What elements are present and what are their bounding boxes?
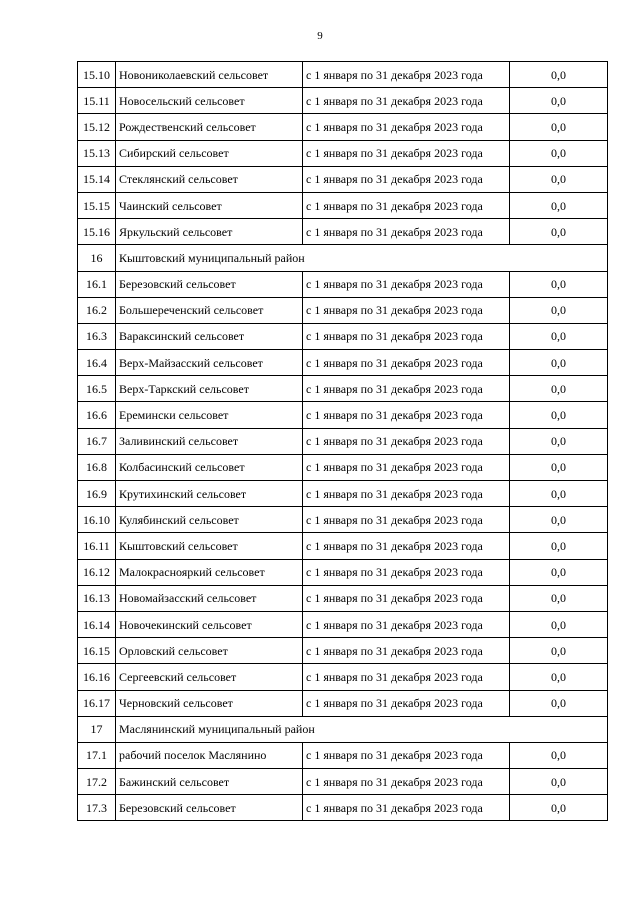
period-cell: с 1 января по 31 декабря 2023 года xyxy=(303,559,510,585)
table-row xyxy=(78,402,608,428)
value-cell: 0,0 xyxy=(510,585,608,611)
row-number: 16.10 xyxy=(78,507,116,533)
value-cell: 0,0 xyxy=(510,271,608,297)
value-cell: 0,0 xyxy=(510,454,608,480)
row-number: 16.4 xyxy=(78,350,116,376)
table-row xyxy=(78,219,608,245)
value-cell: 0,0 xyxy=(510,192,608,218)
value-cell: 0,0 xyxy=(510,769,608,795)
table-row xyxy=(78,192,608,218)
table-row xyxy=(78,585,608,611)
period-cell: с 1 января по 31 декабря 2023 года xyxy=(303,795,510,821)
value-cell: 0,0 xyxy=(510,297,608,323)
period-cell: с 1 января по 31 декабря 2023 года xyxy=(303,88,510,114)
table-row xyxy=(78,140,608,166)
table-row xyxy=(78,611,608,637)
table-row xyxy=(78,690,608,716)
table-row xyxy=(78,533,608,559)
settlement-name: Большереченский сельсовет xyxy=(116,297,303,323)
period-cell: с 1 января по 31 декабря 2023 года xyxy=(303,769,510,795)
row-number: 16.6 xyxy=(78,402,116,428)
period-cell: с 1 января по 31 декабря 2023 года xyxy=(303,533,510,559)
period-cell: с 1 января по 31 декабря 2023 года xyxy=(303,114,510,140)
settlement-name: Сибирский сельсовет xyxy=(116,140,303,166)
row-number: 16.15 xyxy=(78,638,116,664)
value-cell: 0,0 xyxy=(510,402,608,428)
period-cell: с 1 января по 31 декабря 2023 года xyxy=(303,481,510,507)
row-number: 16.1 xyxy=(78,271,116,297)
row-number: 16.7 xyxy=(78,428,116,454)
settlement-name: Верх-Таркский сельсовет xyxy=(116,376,303,402)
value-cell: 0,0 xyxy=(510,140,608,166)
value-cell: 0,0 xyxy=(510,611,608,637)
row-number: 15.11 xyxy=(78,88,116,114)
settlement-name: Еремински сельсовет xyxy=(116,402,303,428)
table-row xyxy=(78,795,608,821)
table-row xyxy=(78,507,608,533)
table-row xyxy=(78,481,608,507)
period-cell: с 1 января по 31 декабря 2023 года xyxy=(303,271,510,297)
period-cell: с 1 января по 31 декабря 2023 года xyxy=(303,507,510,533)
value-cell: 0,0 xyxy=(510,690,608,716)
value-cell: 0,0 xyxy=(510,533,608,559)
table-row xyxy=(78,638,608,664)
period-cell: с 1 января по 31 декабря 2023 года xyxy=(303,62,510,88)
settlement-name: Кыштовский сельсовет xyxy=(116,533,303,559)
period-cell: с 1 января по 31 декабря 2023 года xyxy=(303,192,510,218)
value-cell: 0,0 xyxy=(510,742,608,768)
period-cell: с 1 января по 31 декабря 2023 года xyxy=(303,323,510,349)
row-number: 16.9 xyxy=(78,481,116,507)
value-cell: 0,0 xyxy=(510,376,608,402)
settlement-name: Яркульский сельсовет xyxy=(116,219,303,245)
settlement-name: Сергеевский сельсовет xyxy=(116,664,303,690)
period-cell: с 1 января по 31 декабря 2023 года xyxy=(303,690,510,716)
row-number: 17.3 xyxy=(78,795,116,821)
row-number: 17 xyxy=(78,716,116,742)
period-cell: с 1 января по 31 декабря 2023 года xyxy=(303,611,510,637)
value-cell: 0,0 xyxy=(510,428,608,454)
period-cell: с 1 января по 31 декабря 2023 года xyxy=(303,140,510,166)
section-row xyxy=(78,716,608,742)
settlement-name: Березовский сельсовет xyxy=(116,795,303,821)
settlement-name: Рождественский сельсовет xyxy=(116,114,303,140)
settlement-name: Черновский сельсовет xyxy=(116,690,303,716)
settlement-name: Колбасинский сельсовет xyxy=(116,454,303,480)
table-row xyxy=(78,114,608,140)
value-cell: 0,0 xyxy=(510,88,608,114)
settlement-name: рабочий поселок Маслянино xyxy=(116,742,303,768)
value-cell: 0,0 xyxy=(510,350,608,376)
period-cell: с 1 января по 31 декабря 2023 года xyxy=(303,664,510,690)
value-cell: 0,0 xyxy=(510,481,608,507)
table-row xyxy=(78,664,608,690)
settlement-name: Орловский сельсовет xyxy=(116,638,303,664)
row-number: 16.11 xyxy=(78,533,116,559)
row-number: 15.10 xyxy=(78,62,116,88)
page-number: 9 xyxy=(317,30,323,42)
period-cell: с 1 января по 31 декабря 2023 года xyxy=(303,402,510,428)
settlement-name: Березовский сельсовет xyxy=(116,271,303,297)
settlement-name: Малокраснояркий сельсовет xyxy=(116,559,303,585)
value-cell: 0,0 xyxy=(510,114,608,140)
table-row xyxy=(78,559,608,585)
period-cell: с 1 января по 31 декабря 2023 года xyxy=(303,428,510,454)
period-cell: с 1 января по 31 декабря 2023 года xyxy=(303,454,510,480)
settlement-name: Бажинский сельсовет xyxy=(116,769,303,795)
period-cell: с 1 января по 31 декабря 2023 года xyxy=(303,166,510,192)
settlement-name: Крутихинский сельсовет xyxy=(116,481,303,507)
row-number: 16.12 xyxy=(78,559,116,585)
period-cell: с 1 января по 31 декабря 2023 года xyxy=(303,219,510,245)
period-cell: с 1 января по 31 декабря 2023 года xyxy=(303,376,510,402)
budget-table xyxy=(77,61,608,821)
settlement-name: Новониколаевский сельсовет xyxy=(116,62,303,88)
value-cell: 0,0 xyxy=(510,323,608,349)
table-row xyxy=(78,376,608,402)
settlement-name: Новосельский сельсовет xyxy=(116,88,303,114)
period-cell: с 1 января по 31 декабря 2023 года xyxy=(303,297,510,323)
row-number: 16.2 xyxy=(78,297,116,323)
table-row xyxy=(78,88,608,114)
settlement-name: Заливинский сельсовет xyxy=(116,428,303,454)
row-number: 16.5 xyxy=(78,376,116,402)
settlement-name: Стеклянский сельсовет xyxy=(116,166,303,192)
value-cell: 0,0 xyxy=(510,664,608,690)
value-cell: 0,0 xyxy=(510,62,608,88)
table-row xyxy=(78,271,608,297)
period-cell: с 1 января по 31 декабря 2023 года xyxy=(303,350,510,376)
table-row xyxy=(78,742,608,768)
row-number: 16.14 xyxy=(78,611,116,637)
row-number: 16.8 xyxy=(78,454,116,480)
period-cell: с 1 января по 31 декабря 2023 года xyxy=(303,638,510,664)
settlement-name: Кулябинский сельсовет xyxy=(116,507,303,533)
district-name: Маслянинский муниципальный район xyxy=(116,716,608,742)
value-cell: 0,0 xyxy=(510,507,608,533)
table-row xyxy=(78,454,608,480)
row-number: 16.13 xyxy=(78,585,116,611)
period-cell: с 1 января по 31 декабря 2023 года xyxy=(303,742,510,768)
period-cell: с 1 января по 31 декабря 2023 года xyxy=(303,585,510,611)
table-row xyxy=(78,297,608,323)
value-cell: 0,0 xyxy=(510,638,608,664)
row-number: 16.16 xyxy=(78,664,116,690)
row-number: 17.2 xyxy=(78,769,116,795)
value-cell: 0,0 xyxy=(510,219,608,245)
row-number: 15.13 xyxy=(78,140,116,166)
settlement-name: Вараксинский сельсовет xyxy=(116,323,303,349)
row-number: 16.3 xyxy=(78,323,116,349)
section-row xyxy=(78,245,608,271)
row-number: 16 xyxy=(78,245,116,271)
row-number: 15.15 xyxy=(78,192,116,218)
row-number: 16.17 xyxy=(78,690,116,716)
row-number: 17.1 xyxy=(78,742,116,768)
settlement-name: Новомайзасский сельсовет xyxy=(116,585,303,611)
table-body xyxy=(78,62,608,821)
table-row xyxy=(78,323,608,349)
settlement-name: Новочекинский сельсовет xyxy=(116,611,303,637)
value-cell: 0,0 xyxy=(510,795,608,821)
row-number: 15.16 xyxy=(78,219,116,245)
row-number: 15.14 xyxy=(78,166,116,192)
table-row xyxy=(78,62,608,88)
settlement-name: Чаинский сельсовет xyxy=(116,192,303,218)
table-row xyxy=(78,428,608,454)
row-number: 15.12 xyxy=(78,114,116,140)
table-row xyxy=(78,769,608,795)
district-name: Кыштовский муниципальный район xyxy=(116,245,608,271)
settlement-name: Верх-Майзасский сельсовет xyxy=(116,350,303,376)
table-row xyxy=(78,350,608,376)
value-cell: 0,0 xyxy=(510,559,608,585)
value-cell: 0,0 xyxy=(510,166,608,192)
table-row xyxy=(78,166,608,192)
